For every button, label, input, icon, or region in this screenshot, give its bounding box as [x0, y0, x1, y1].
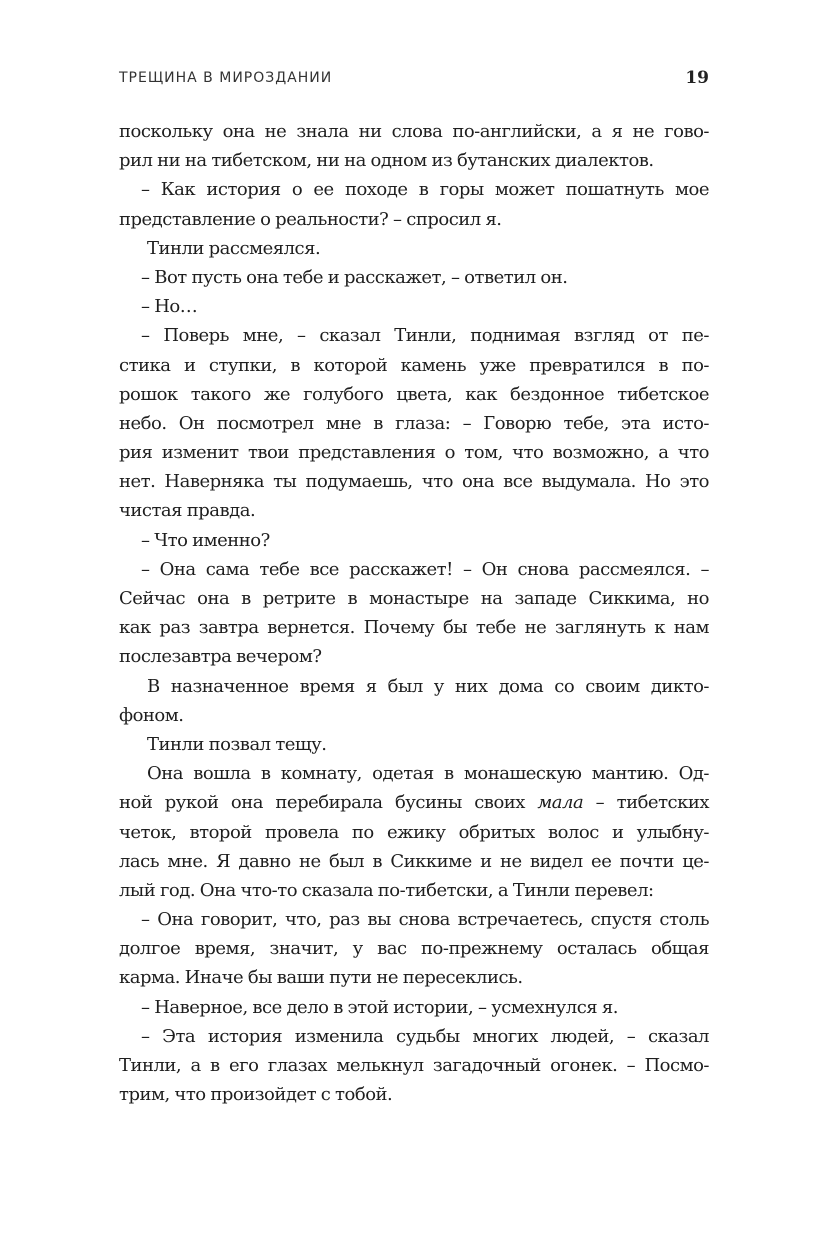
text-line: Тинли рассмеялся. — [147, 237, 321, 259]
text-line: рошок такого же голубого цвета, как бездонное тибетское — [119, 383, 709, 405]
text-line: стика и ступки, в которой камень уже превратился в по- — [119, 354, 709, 376]
text-line: долгое время, значит, у вас по-прежнему осталась общая — [119, 938, 709, 960]
text-line: поскольку она не знала ни слова по-английски, а я не гово- — [119, 121, 709, 142]
body-text — [119, 117, 709, 1109]
text-line: рия изменит твои представления о том, что возможно, а что — [119, 442, 709, 464]
text-line: Тинли, а в его глазах мелькнул загадочный огонек. – Посмо- — [119, 1055, 709, 1076]
text-line: рил ни на тибетском, ни на одном из бутанских диалектов. — [119, 150, 654, 172]
text-line: В назначенное время я был у них дома со своим дикто- — [147, 675, 709, 697]
text-line: как раз завтра вернется. Почему бы тебе не заглянуть к нам — [119, 617, 709, 639]
text-line: чистая правда. — [119, 500, 256, 522]
italic-term: мала — [537, 792, 584, 814]
text-line: Сейчас она в ретрите в монастыре на западе Сиккима, но — [119, 588, 709, 609]
text-line: – Как история о ее походе в горы может пошатнуть мое — [141, 179, 709, 201]
text-line: послезавтра вечером? — [119, 646, 322, 668]
text-line: – Что именно? — [141, 529, 270, 551]
text-line: карма. Иначе бы ваши пути не пересеклись. — [119, 967, 523, 989]
page-number: 19 — [685, 68, 709, 88]
text-line: трим, что произойдет с тобой. — [119, 1084, 393, 1106]
text-line: лась мне. Я давно не был в Сиккиме и не видел ее почти це- — [119, 850, 709, 872]
text-line: лый год. Она что-то сказала по-тибетски, а Тинли перевел: — [119, 879, 654, 901]
text-line: фоном. — [119, 704, 184, 726]
text-line: представление о реальности? – спросил я. — [119, 208, 502, 230]
text-line: – Она сама тебе все расскажет! – Он снова рассмеялся. – — [141, 558, 709, 580]
text-line: ной рукой она перебирала бусины своих мала – тибетских — [119, 792, 710, 814]
text-line: – Поверь мне, – сказал Тинли, поднимая взгляд от пе- — [141, 325, 709, 347]
text-line: – Она говорит, что, раз вы снова встречаетесь, спустя столь — [141, 909, 709, 931]
running-header — [119, 68, 709, 90]
running-title: ТРЕЩИНА В МИРОЗДАНИИ — [119, 70, 333, 86]
text-line: нет. Наверняка ты подумаешь, что она все выдумала. Но это — [119, 471, 709, 493]
text-line: – Наверное, все дело в этой истории, – усмехнулся я. — [141, 996, 618, 1018]
text-line: четок, второй провела по ежику обритых волос и улыбну- — [119, 821, 709, 843]
text-line: небо. Он посмотрел мне в глаза: – Говорю тебе, эта исто- — [119, 412, 709, 434]
text-line: – Но… — [141, 296, 198, 318]
text-line: Она вошла в комнату, одетая в монашескую мантию. Од- — [147, 763, 709, 785]
text-line: – Вот пусть она тебе и расскажет, – ответил он. — [141, 266, 568, 288]
text-line: – Эта история изменила судьбы многих людей, – сказал — [141, 1025, 709, 1047]
text-line: Тинли позвал тещу. — [147, 733, 327, 755]
